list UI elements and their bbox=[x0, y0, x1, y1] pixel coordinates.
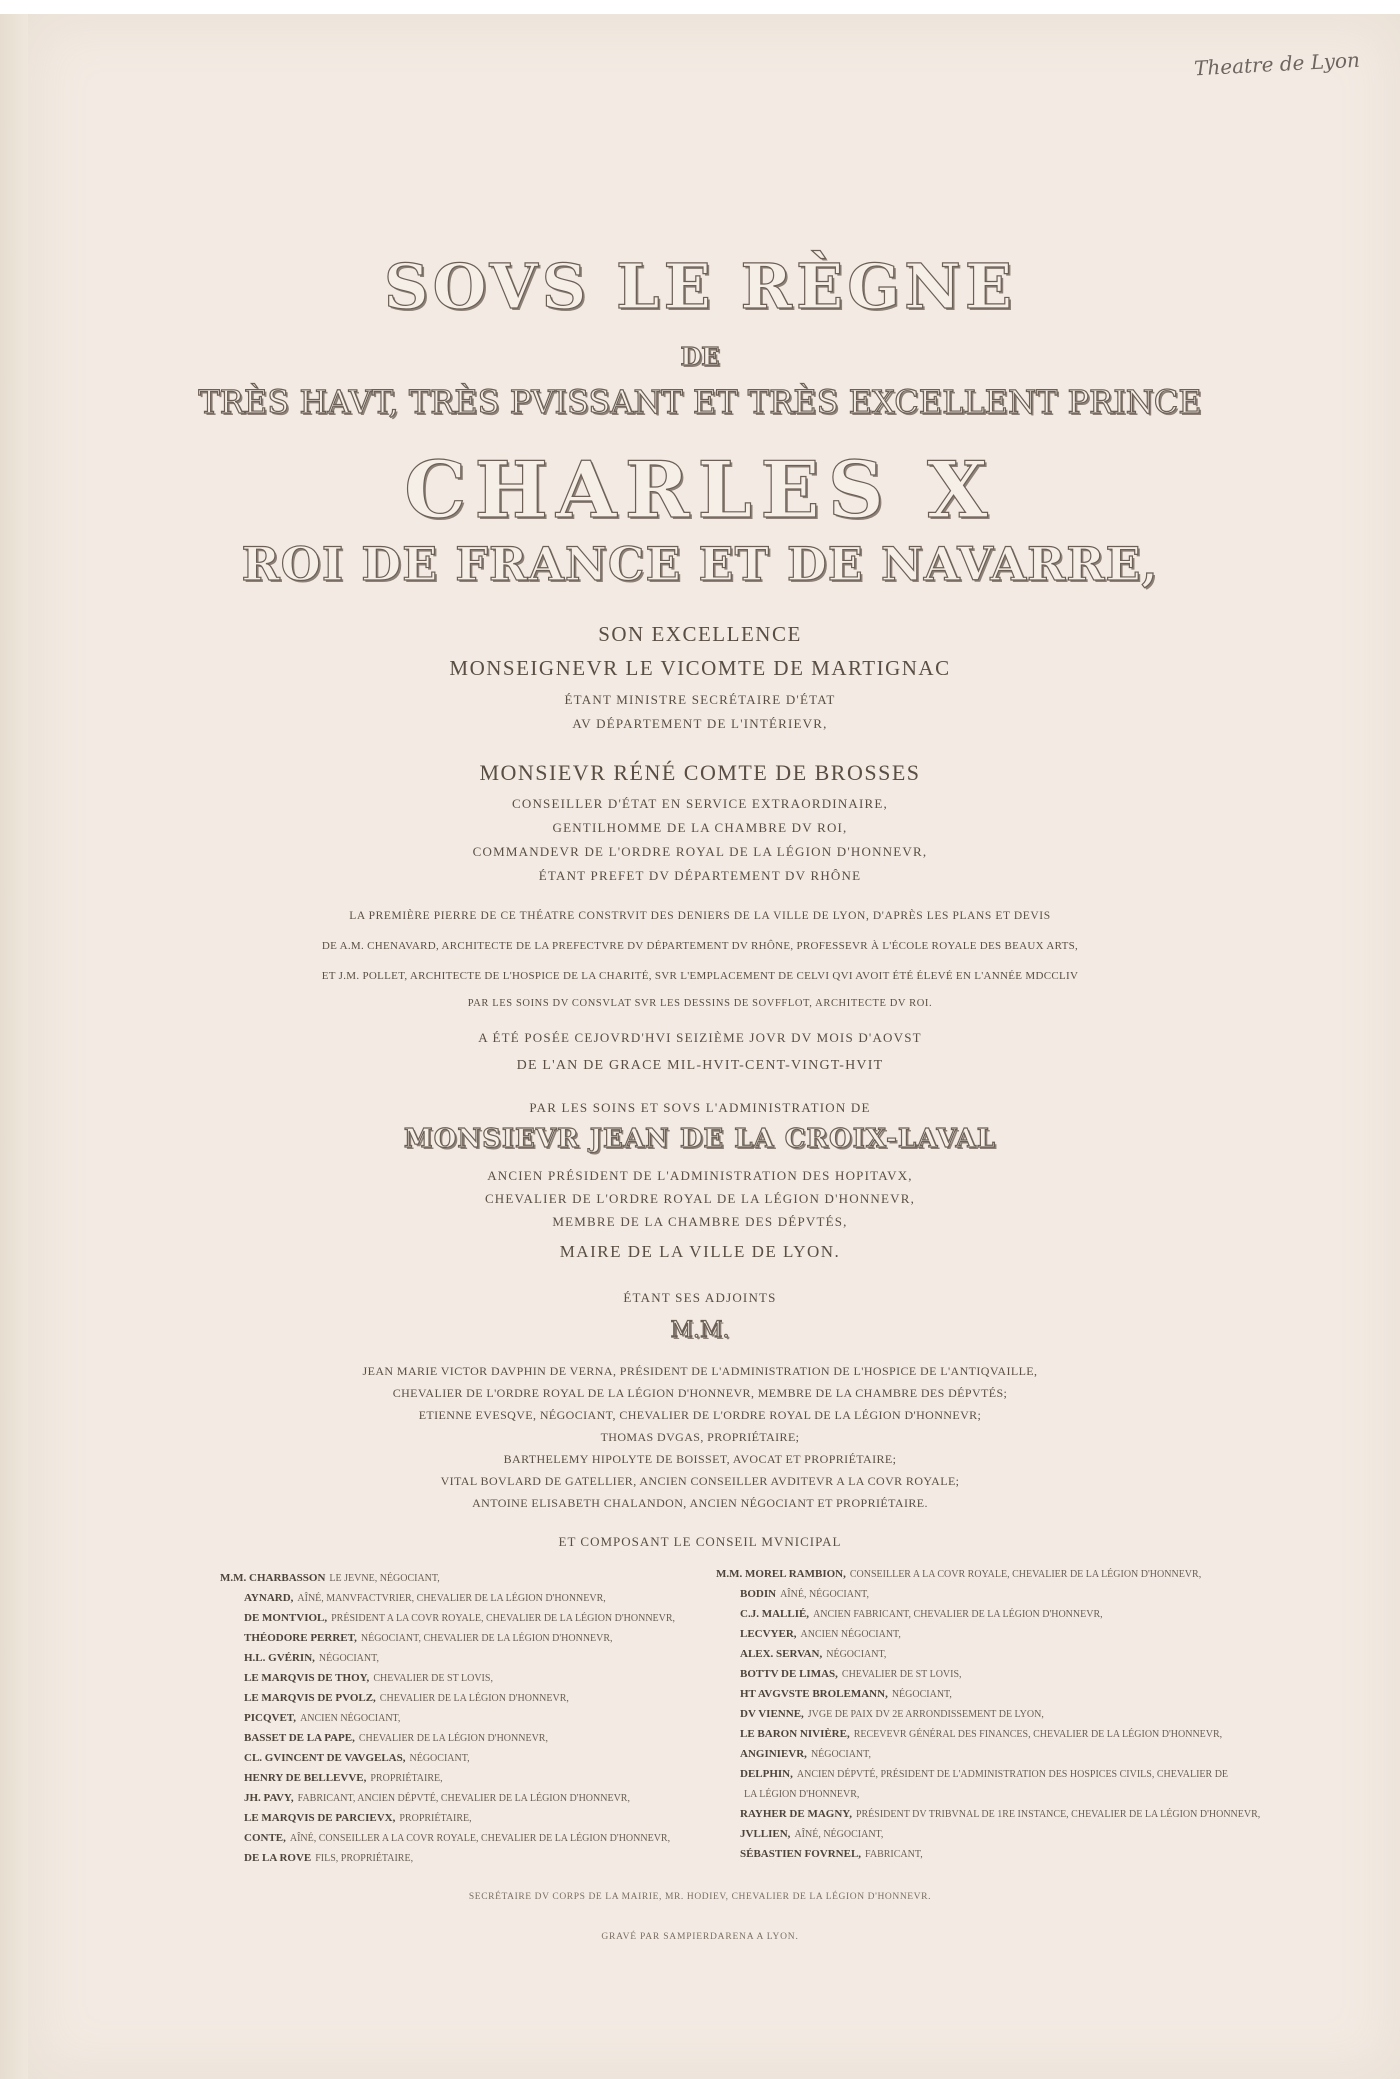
prefect-line-2: CONSEILLER D'ÉTAT EN SERVICE EXTRAORDINAIRE, bbox=[512, 796, 888, 811]
council-member-row bbox=[740, 1748, 871, 1760]
council-member-row bbox=[716, 1568, 1201, 1580]
council-member-row bbox=[740, 1768, 1228, 1780]
council-member-name: LE BARON NIVIÈRE, bbox=[740, 1728, 850, 1740]
council-member-title: LE JEVNE, NÉGOCIANT, bbox=[329, 1573, 440, 1584]
council-member-row bbox=[244, 1632, 613, 1644]
minister-line-2: MONSEIGNEVR LE VICOMTE DE MARTIGNAC bbox=[449, 656, 951, 680]
title-line-2: DE bbox=[680, 342, 720, 371]
council-member-name: DE LA ROVE bbox=[244, 1852, 312, 1864]
council-member-name: HT AVGVSTE BROLEMANN, bbox=[740, 1688, 888, 1700]
council-member-name: ANGINIEVR, bbox=[740, 1748, 807, 1760]
council-member-row bbox=[740, 1688, 952, 1700]
council-member-title: NÉGOCIANT, bbox=[826, 1649, 887, 1660]
council-member-name: JVLLIEN, bbox=[740, 1828, 791, 1840]
council-member-row bbox=[244, 1692, 569, 1704]
council-member-row bbox=[244, 1852, 413, 1864]
council-member-row bbox=[740, 1668, 962, 1680]
council-heading: ET COMPOSANT LE CONSEIL MVNICIPAL bbox=[558, 1534, 842, 1549]
title-line-5: ROI DE FRANCE ET DE NAVARRE, bbox=[241, 537, 1159, 591]
council-member-title: NÉGOCIANT, CHEVALIER DE LA LÉGION D'HONNEVR, bbox=[360, 1633, 613, 1644]
council-member-title: AÎNÉ, NÉGOCIANT, bbox=[794, 1829, 884, 1840]
adjoints-heading: ÉTANT SES ADJOINTS bbox=[623, 1290, 777, 1305]
council-member-name: ALEX. SERVAN, bbox=[740, 1648, 823, 1660]
mayor-line-1: PAR LES SOINS ET SOVS L'ADMINISTRATION DE bbox=[529, 1100, 871, 1115]
stone-line-3: ET J.M. POLLET, ARCHITECTE DE L'HOSPICE DE LA CHARITÉ, SVR L'EMPLACEMENT DE CELVI QVI AVOIT ÉTÉ ÉLEVÉ EN L'ANNÉE MDCCLIV bbox=[321, 970, 1079, 982]
adjoint-line: THOMAS DVGAS, PROPRIÉTAIRE; bbox=[600, 1430, 800, 1444]
prefect-line-4: COMMANDEVR DE L'ORDRE ROYAL DE LA LÉGION D'HONNEVR, bbox=[472, 844, 928, 859]
council-member-title: RECEVEVR GÉNÉRAL DES FINANCES, CHEVALIER DE LA LÉGION D'HONNEVR, bbox=[853, 1729, 1223, 1740]
council-member-name: LE MARQVIS DE PARCIEVX, bbox=[244, 1812, 396, 1824]
minister-line-3: ÉTANT MINISTRE SECRÉTAIRE D'ÉTAT bbox=[564, 692, 836, 707]
council-member-name: THÉODORE PERRET, bbox=[244, 1632, 357, 1644]
prefect-line-5: ÉTANT PREFET DV DÉPARTEMENT DV RHÔNE bbox=[538, 868, 862, 883]
council-member-row bbox=[244, 1652, 379, 1664]
adjoint-line: ETIENNE EVESQVE, NÉGOCIANT, CHEVALIER DE L'ORDRE ROYAL DE LA LÉGION D'HONNEVR; bbox=[418, 1408, 982, 1422]
adjoint-line: VITAL BOVLARD DE GATELLIER, ANCIEN CONSEILLER AVDITEVR A LA COVR ROYALE; bbox=[440, 1474, 960, 1488]
council-member-row bbox=[244, 1772, 443, 1784]
adjoint-line: JEAN MARIE VICTOR DAVPHIN DE VERNA, PRÉSIDENT DE L'ADMINISTRATION DE L'HOSPICE DE L'ANTIQVAILLE, bbox=[362, 1364, 1038, 1378]
prefect-line-3: GENTILHOMME DE LA CHAMBRE DV ROI, bbox=[552, 820, 848, 835]
council-member-title: FABRICANT, ANCIEN DÉPVTÉ, CHEVALIER DE LA LÉGION D'HONNEVR, bbox=[297, 1793, 630, 1804]
stone-line-6: DE L'AN DE GRACE MIL-HVIT-CENT-VINGT-HVIT bbox=[516, 1058, 884, 1073]
council-member-title: CHEVALIER DE ST LOVIS, bbox=[373, 1673, 493, 1684]
title-line-3: TRÈS HAVT, TRÈS PVISSANT ET TRÈS EXCELLENT PRINCE bbox=[198, 383, 1202, 421]
council-member-row bbox=[244, 1672, 493, 1684]
council-member-title: PROPRIÉTAIRE, bbox=[399, 1813, 472, 1824]
council-member-row bbox=[244, 1792, 630, 1804]
council-member-name: AYNARD, bbox=[244, 1592, 294, 1604]
council-member-row bbox=[740, 1788, 859, 1800]
council-left-column bbox=[220, 1572, 700, 1882]
council-member-name: CONTE, bbox=[244, 1832, 286, 1844]
council-member-title: ANCIEN NÉGOCIANT, bbox=[800, 1629, 901, 1640]
council-member-title: JVGE DE PAIX DV 2E ARRONDISSEMENT DE LYON, bbox=[807, 1709, 1044, 1720]
council-member-row bbox=[740, 1628, 901, 1640]
council-member-name: H.L. GVÉRIN, bbox=[244, 1652, 315, 1664]
minister-line-1: SON EXCELLENCE bbox=[598, 622, 802, 646]
council-member-title: NÉGOCIANT, bbox=[810, 1749, 872, 1760]
council-member-title: LA LÉGION D'HONNEVR, bbox=[744, 1789, 860, 1800]
council-member-row bbox=[740, 1828, 883, 1840]
council-member-name: LE MARQVIS DE THOY, bbox=[244, 1672, 370, 1684]
engraver-line: GRAVÉ PAR SAMPIERDARENA A LYON. bbox=[601, 1932, 799, 1942]
council-right-column bbox=[716, 1568, 1261, 1878]
council-member-name: LE MARQVIS DE PVOLZ, bbox=[244, 1692, 376, 1704]
adjoint-line: ANTOINE ELISABETH CHALANDON, ANCIEN NÉGOCIANT ET PROPRIÉTAIRE. bbox=[472, 1496, 928, 1510]
adjoint-line: CHEVALIER DE L'ORDRE ROYAL DE LA LÉGION D'HONNEVR, MEMBRE DE LA CHAMBRE DES DÉPVTÉS; bbox=[392, 1386, 1008, 1400]
council-member-name: DE MONTVIOL, bbox=[244, 1612, 328, 1624]
mayor-line-3: ANCIEN PRÉSIDENT DE L'ADMINISTRATION DES HOPITAVX, bbox=[487, 1168, 913, 1183]
council-member-row bbox=[740, 1588, 869, 1600]
council-member-row bbox=[244, 1832, 670, 1844]
council-member-title: NÉGOCIANT, bbox=[318, 1653, 379, 1664]
council-member-name: BODIN bbox=[740, 1588, 777, 1600]
council-member-row bbox=[244, 1732, 548, 1744]
council-member-name: DV VIENNE, bbox=[740, 1708, 804, 1720]
council-member-row bbox=[740, 1608, 1103, 1620]
council-member-row bbox=[740, 1808, 1260, 1820]
council-member-title: NÉGOCIANT, bbox=[409, 1753, 470, 1764]
council-member-name: M.M. CHARBASSON bbox=[220, 1572, 326, 1584]
council-member-name: PICQVET, bbox=[244, 1712, 297, 1724]
prefect-line-1: MONSIEVR RÉNÉ COMTE DE BROSSES bbox=[479, 760, 921, 785]
council-member-row bbox=[244, 1592, 606, 1604]
council-member-row bbox=[244, 1812, 472, 1824]
council-member-title: ANCIEN NÉGOCIANT, bbox=[300, 1713, 401, 1724]
council-member-row bbox=[740, 1708, 1044, 1720]
council-member-title: ANCIEN FABRICANT, CHEVALIER DE LA LÉGION D'HONNEVR, bbox=[813, 1609, 1103, 1620]
council-member-title: ANCIEN DÉPVTÉ, PRÉSIDENT DE L'ADMINISTRATION DES HOSPICES CIVILS, CHEVALIER DE bbox=[796, 1769, 1229, 1780]
council-member-row bbox=[740, 1648, 886, 1660]
council-member-row bbox=[244, 1712, 400, 1724]
council-member-title: AÎNÉ, NÉGOCIANT, bbox=[780, 1589, 870, 1600]
title-line-4-king: CHARLES X bbox=[404, 445, 996, 536]
council-member-title: AÎNÉ, CONSEILLER A LA COVR ROYALE, CHEVALIER DE LA LÉGION D'HONNEVR, bbox=[289, 1833, 671, 1844]
minister-line-4: AV DÉPARTEMENT DE L'INTÉRIEVR, bbox=[572, 716, 828, 731]
council-member-title: AÎNÉ, MANVFACTVRIER, CHEVALIER DE LA LÉGION D'HONNEVR, bbox=[297, 1593, 606, 1604]
council-member-name: JH. PAVY, bbox=[244, 1792, 294, 1804]
council-member-title: PRÉSIDENT DV TRIBVNAL DE 1RE INSTANCE, CHEVALIER DE LA LÉGION D'HONNEVR, bbox=[855, 1809, 1261, 1820]
council-member-row bbox=[244, 1752, 470, 1764]
council-member-title: CHEVALIER DE ST LOVIS, bbox=[841, 1669, 962, 1680]
council-member-row bbox=[220, 1572, 440, 1584]
mayor-line-5: MEMBRE DE LA CHAMBRE DES DÉPVTÉS, bbox=[552, 1214, 848, 1229]
title-line-1: SOVS LE RÈGNE bbox=[383, 250, 1017, 323]
stone-line-4: PAR LES SOINS DV CONSVLAT SVR LES DESSINS DE SOVFFLOT, ARCHITECTE DV ROI. bbox=[467, 998, 933, 1009]
council-member-title: CHEVALIER DE LA LÉGION D'HONNEVR, bbox=[379, 1693, 569, 1704]
stone-line-1: LA PREMIÈRE PIERRE DE CE THÉATRE CONSTRVIT DES DENIERS DE LA VILLE DE LYON, D'APRÈS LES PLANS ET DEVIS bbox=[349, 910, 1051, 922]
adjoints-mm: M.M. bbox=[670, 1318, 730, 1343]
council-member-title: PROPRIÉTAIRE, bbox=[370, 1773, 443, 1784]
council-member-row bbox=[244, 1612, 675, 1624]
adjoint-line: BARTHELEMY HIPOLYTE DE BOISSET, AVOCAT ET PROPRIÉTAIRE; bbox=[503, 1452, 897, 1466]
council-member-name: CL. GVINCENT DE VAVGELAS, bbox=[244, 1752, 406, 1764]
council-member-name: DELPHIN, bbox=[740, 1768, 793, 1780]
mayor-line-6: MAIRE DE LA VILLE DE LYON. bbox=[559, 1242, 841, 1261]
paper-edge bbox=[0, 14, 28, 2079]
handwritten-annotation: Theatre de Lyon bbox=[1193, 47, 1361, 81]
stone-line-2: DE A.M. CHENAVARD, ARCHITECTE DE LA PREFECTVRE DV DÉPARTEMENT DV RHÔNE, PROFESSEVR À L'ÉCOLE ROYALE DES BEAUX ARTS, bbox=[321, 940, 1079, 952]
council-member-title: FABRICANT, bbox=[865, 1849, 923, 1860]
council-member-title: PRÉSIDENT A LA COVR ROYALE, CHEVALIER DE LA LÉGION D'HONNEVR, bbox=[331, 1613, 676, 1624]
council-member-name: LECVYER, bbox=[740, 1628, 797, 1640]
council-member-name: M.M. MOREL RAMBION, bbox=[716, 1568, 846, 1580]
council-member-name: BASSET DE LA PAPE, bbox=[244, 1732, 355, 1744]
council-member-title: CONSEILLER A LA COVR ROYALE, CHEVALIER DE LA LÉGION D'HONNEVR, bbox=[849, 1569, 1202, 1580]
council-member-name: RAYHER DE MAGNY, bbox=[740, 1808, 852, 1820]
secretary-line: SECRÉTAIRE DV CORPS DE LA MAIRIE, MR. HODIEV, CHEVALIER DE LA LÉGION D'HONNEVR. bbox=[468, 1892, 932, 1902]
council-member-name: BOTTV DE LIMAS, bbox=[740, 1668, 838, 1680]
council-member-name: SÉBASTIEN FOVRNEL, bbox=[740, 1848, 862, 1860]
council-member-name: C.J. MALLIÉ, bbox=[740, 1608, 810, 1620]
mayor-line-4: CHEVALIER DE L'ORDRE ROYAL DE LA LÉGION D'HONNEVR, bbox=[484, 1191, 916, 1206]
council-member-name: HENRY DE BELLEVVE, bbox=[244, 1772, 367, 1784]
stone-line-5: A ÉTÉ POSÉE CEJOVRD'HVI SEIZIÈME JOVR DV MOIS D'AOVST bbox=[478, 1030, 922, 1045]
council-member-title: NÉGOCIANT, bbox=[891, 1689, 952, 1700]
council-member-row bbox=[740, 1848, 923, 1860]
mayor-name: MONSIEVR JEAN DE LA CROIX-LAVAL bbox=[403, 1124, 997, 1154]
council-member-title: CHEVALIER DE LA LÉGION D'HONNEVR, bbox=[358, 1733, 548, 1744]
council-member-title: FILS, PROPRIÉTAIRE, bbox=[315, 1853, 414, 1864]
council-member-row bbox=[740, 1728, 1222, 1740]
